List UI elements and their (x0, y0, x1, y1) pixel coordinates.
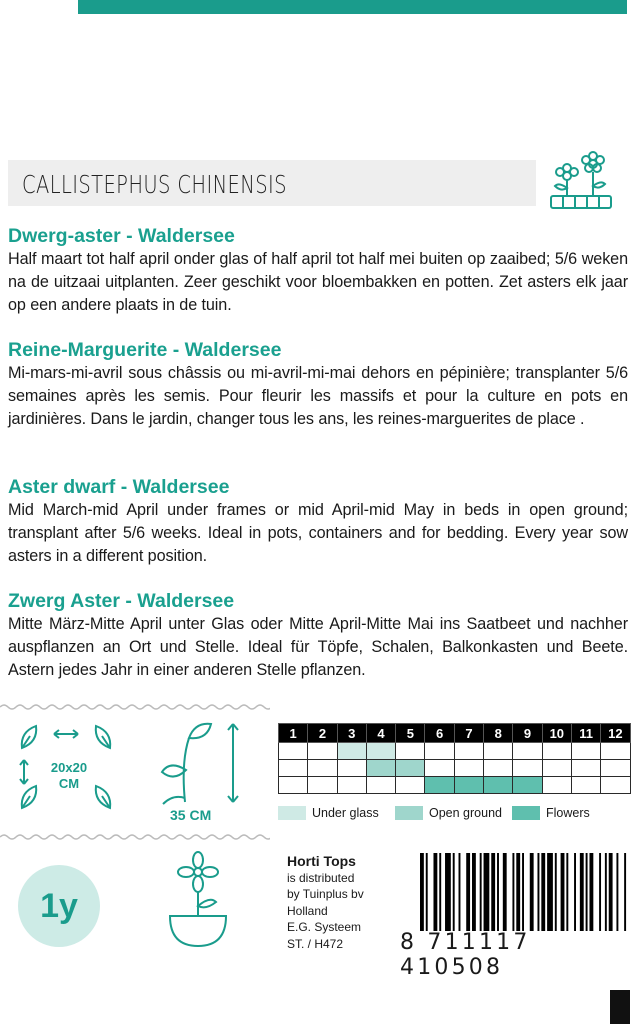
distributor-brand: Horti Tops (287, 853, 356, 869)
spacing-value: 20x20 (50, 760, 88, 775)
month-header-cell: 12 (601, 724, 630, 743)
barcode-bar (426, 853, 428, 931)
calendar-cell (279, 743, 308, 760)
legend-swatch (512, 806, 540, 820)
barcode-bar (522, 853, 524, 931)
distributor-line: ST. / H472 (287, 936, 344, 951)
month-header-cell: 6 (425, 724, 454, 743)
barcode-bar (555, 853, 557, 931)
barcode-bar (497, 853, 499, 931)
calendar-row-under-glass (279, 743, 631, 760)
legend-item (395, 806, 502, 820)
section-english (8, 475, 628, 568)
month-header-cell: 10 (542, 724, 571, 743)
barcode-bar (420, 853, 424, 931)
legend-item (278, 806, 379, 820)
section-title: Aster dwarf - Waldersee (8, 476, 230, 498)
section-body: Mi-mars-mi-avril sous châssis ou mi-avril-mi-mai dehors en pépinière; transplanter 5/6 semaines après les semis. Pour fleurir les massifs et pour la culture en pots en jardinières. Dans le jardin, changer tous les ans, les reines-marguerites de place . (8, 364, 628, 428)
calendar-cell (484, 777, 513, 794)
barcode-image (420, 853, 628, 931)
calendar-cell (484, 743, 513, 760)
calendar-cell (542, 760, 571, 777)
barcode-bar (439, 853, 441, 931)
barcode-bar (459, 853, 461, 931)
barcode-bar (624, 853, 626, 931)
lifecycle-badge (18, 865, 100, 947)
calendar-cell (601, 760, 630, 777)
calendar-cell (425, 743, 454, 760)
barcode-bar (609, 853, 613, 931)
calendar-cell (396, 760, 425, 777)
plant-height-icon (155, 720, 250, 805)
calendar-cell (484, 760, 513, 777)
calendar-cell (279, 777, 308, 794)
calendar-cell (513, 777, 542, 794)
calendar-table (278, 723, 631, 794)
barcode-bar (586, 853, 588, 931)
calendar-cell (601, 743, 630, 760)
legend-label: Flowers (546, 806, 590, 820)
barcode-bar (589, 853, 593, 931)
barcode-bar (541, 853, 545, 931)
barcode-bar (616, 853, 618, 931)
calendar-cell (454, 777, 483, 794)
calendar-cell (337, 760, 366, 777)
month-header-cell: 3 (337, 724, 366, 743)
barcode-bar (445, 853, 451, 931)
calendar-cell (279, 760, 308, 777)
calendar-cell (366, 743, 395, 760)
month-header-cell: 7 (454, 724, 483, 743)
calendar-cell (366, 760, 395, 777)
barcode-bar (566, 853, 568, 931)
barcode-bar (574, 853, 576, 931)
barcode-bar (472, 853, 476, 931)
calendar-header-row (279, 724, 631, 743)
calendar-cell (366, 777, 395, 794)
barcode-digits: 8 711117 410508 (400, 930, 531, 980)
distributor-info (287, 853, 364, 952)
month-header-cell: 5 (396, 724, 425, 743)
barcode-bar (512, 853, 514, 931)
corner-mark (610, 990, 630, 1024)
calendar-cell (454, 760, 483, 777)
legend-swatch (278, 806, 306, 820)
wavy-divider (0, 832, 270, 842)
section-body: Mitte März-Mitte April unter Glas oder Mitte April-Mitte Mai ins Saatbeet und nachher auspflanzen an Ort und Stelle. Ideal für Töpfe, Schalen, Balkonkasten und Beete. Astern jedes Jahr in einer anderen Stelle pflanzen. (8, 615, 628, 679)
section-dutch (8, 224, 628, 317)
calendar-cell (454, 743, 483, 760)
latin-name: CALLISTEPHUS CHINENSIS (22, 170, 287, 199)
month-header-cell: 2 (308, 724, 337, 743)
barcode-bar (537, 853, 539, 931)
barcode-bar (561, 853, 565, 931)
calendar-legend (278, 806, 623, 826)
calendar-cell (571, 777, 600, 794)
section-body: Mid March-mid April under frames or mid April-mid May in beds in open ground; transplant after 5/6 weeks. Ideal in pots, containers and for bedding. Every year sow asters in a different position. (8, 501, 628, 565)
section-body: Half maart tot half april onder glas of half april tot half mei buiten op zaaibed; 5/6 weken na de uitzaai uitplanten. Zeer geschikt voor bloembakken en potten. Zet asters elk jaar op een andere plaats in de tuin. (8, 250, 628, 314)
calendar-cell (337, 743, 366, 760)
section-title: Reine-Marguerite - Waldersee (8, 339, 282, 361)
calendar-cell (542, 777, 571, 794)
barcode-bar (491, 853, 495, 931)
calendar-cell (337, 777, 366, 794)
month-header-cell: 11 (571, 724, 600, 743)
distributor-line: E.G. Systeem (287, 920, 362, 934)
barcode-bar (466, 853, 470, 931)
seedling-tray-icon (545, 150, 617, 216)
distributor-line: Holland (287, 903, 328, 918)
calendar-cell (425, 777, 454, 794)
section-french (8, 338, 628, 431)
distributor-line: by Tuinplus bv (287, 887, 364, 901)
calendar-cell (601, 777, 630, 794)
month-header-cell: 8 (484, 724, 513, 743)
section-title: Dwerg-aster - Waldersee (8, 225, 235, 247)
barcode-bar (480, 853, 482, 931)
calendar-cell (308, 743, 337, 760)
calendar-row-open-ground (279, 760, 631, 777)
spacing-unit: CM (58, 776, 80, 791)
wavy-divider (0, 702, 270, 712)
barcode-bar (547, 853, 553, 931)
distributor-line: is distributed (287, 870, 355, 885)
legend-label: Open ground (429, 806, 502, 820)
barcode-bar (503, 853, 507, 931)
month-header-cell: 9 (513, 724, 542, 743)
barcode-bar (605, 853, 607, 931)
legend-swatch (395, 806, 423, 820)
legend-item (512, 806, 590, 820)
legend-label: Under glass (312, 806, 379, 820)
potted-flower-icon (160, 850, 236, 950)
calendar-cell (513, 743, 542, 760)
barcode-bar (453, 853, 455, 931)
sowing-calendar (278, 723, 631, 794)
month-header-cell: 1 (279, 724, 308, 743)
height-label: 35 CM (170, 807, 212, 823)
barcode-bar (580, 853, 584, 931)
calendar-cell (542, 743, 571, 760)
section-german (8, 589, 628, 682)
calendar-cell (513, 760, 542, 777)
lifecycle-label: 1y (40, 886, 78, 925)
barcode-bar (599, 853, 601, 931)
calendar-row-flowers (279, 777, 631, 794)
calendar-cell (308, 760, 337, 777)
calendar-cell (425, 760, 454, 777)
calendar-cell (308, 777, 337, 794)
calendar-cell (571, 760, 600, 777)
barcode-bar (484, 853, 490, 931)
barcode-bar (530, 853, 534, 931)
calendar-cell (396, 777, 425, 794)
section-title: Zwerg Aster - Waldersee (8, 590, 235, 612)
calendar-cell (396, 743, 425, 760)
month-header-cell: 4 (366, 724, 395, 743)
barcode-bar (516, 853, 520, 931)
spacing-label (42, 760, 96, 792)
calendar-cell (571, 743, 600, 760)
barcode-bar (433, 853, 437, 931)
top-accent-bar (78, 0, 627, 14)
